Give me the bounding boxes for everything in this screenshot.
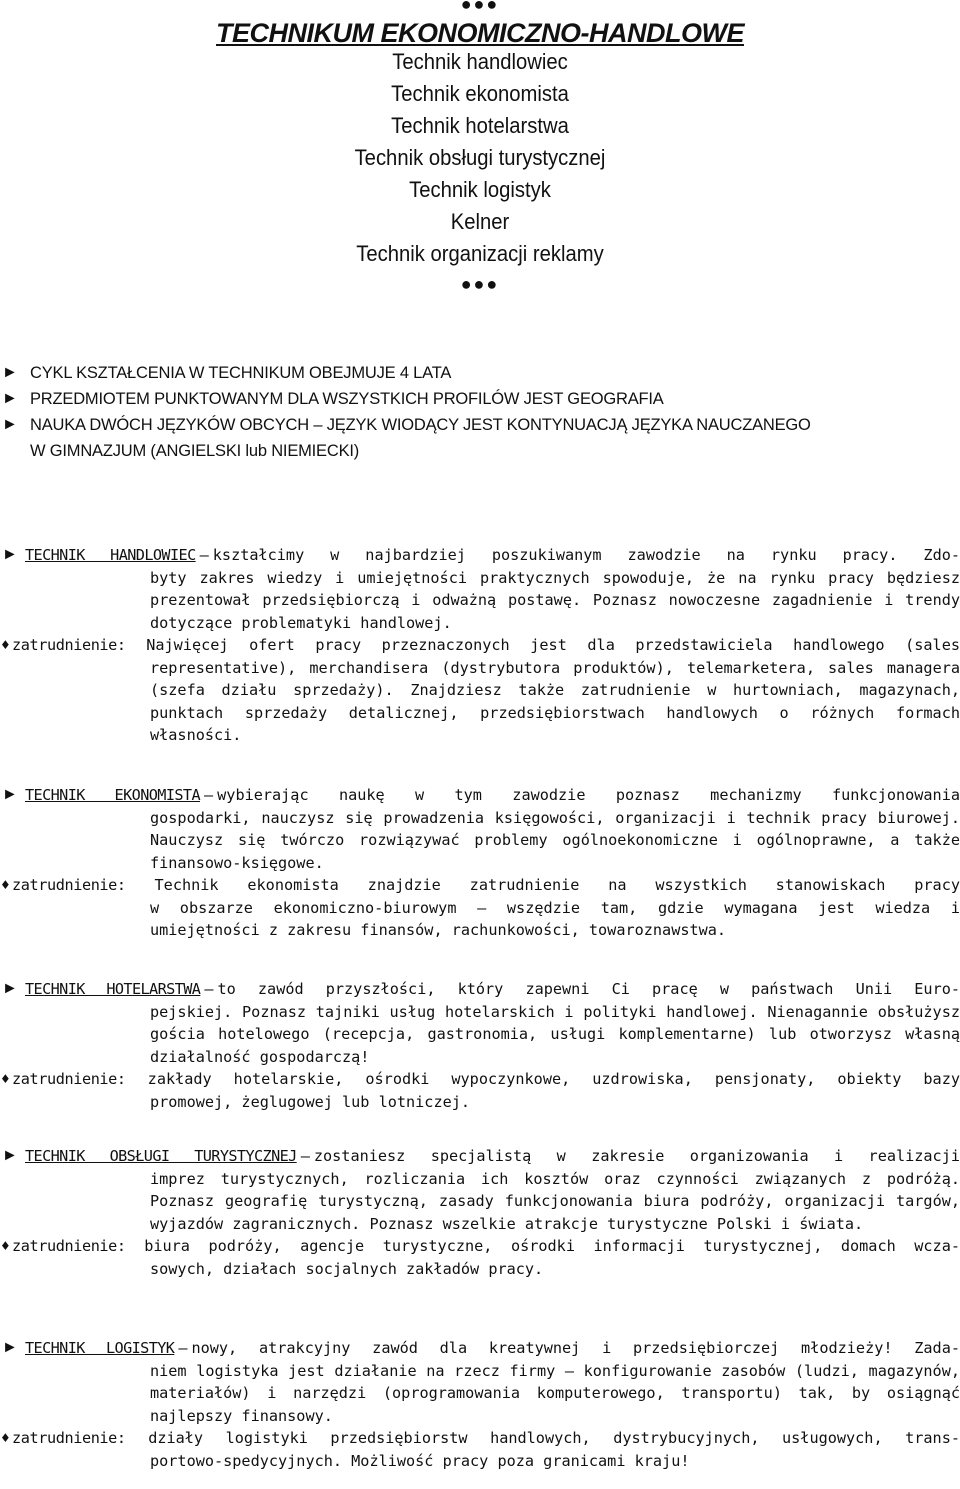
arrow-icon: ► [2,786,18,803]
employment-label: zatrudnienie: [12,1429,126,1447]
section-body: pejskiej. Poznasz tajniki usług hotelarskich i polityki handlowej. Nienagannie obsłużysz gościa hotelowego (recepcja, gastronomia, usługi komplementarne) lub otworzysz własną działalność gospodarczą! [150,1002,960,1066]
section-technik-logistyk [0,1337,960,1472]
section-technik-obslugi-turystycznej [0,1145,960,1280]
employment-first-line: Najwięcej ofert pracy przeznaczonych jest dla przedstawiciela handlowego (sales [146,636,960,654]
employment-label: zatrudnienie: [12,636,126,654]
section-intro-line: to zawód przyszłości, który zapewni Ci pracę w państwach Unii Euro- [217,980,960,998]
dash: – [300,1147,310,1165]
section-lead [0,544,960,567]
section-body: byty zakres wiedzy i umiejętności praktycznych spowoduje, że na rynku pracy będziesz prezentował przedsiębiorczą i odważną postawę. Poznasz nowoczesne zagadnienie i trendy dotyczące problematyki handlowej. [150,568,960,632]
intro-item [0,386,940,412]
profession-item: Technik logistyk [409,177,551,202]
dash: – [178,1339,188,1357]
decorative-dots-top: ●●● [460,0,500,14]
employment [0,1235,960,1280]
profession-item: Technik organizacji reklamy [356,241,604,266]
employment [0,634,960,747]
section-lead [0,1145,960,1168]
section-heading: TECHNIK LOGISTYK [25,1339,175,1357]
profession-item: Technik handlowiec [392,49,568,74]
arrow-icon: ► [2,1147,18,1164]
section-body: niem logistyka jest działanie na rzecz firmy – konfigurowanie zasobów (ludzi, magazynów, materiałów) i narzędzi (oprogramowania komputerowego, transportu) tak, by osiągnąć najlepszy finansowy. [150,1361,960,1425]
profession-item: Kelner [450,209,510,234]
section-lead [0,1337,960,1360]
section-intro-line: zostaniesz specjalistą w zakresie organizowania i realizacji [313,1147,960,1165]
intro-text: CYKL KSZTAŁCENIA W TECHNIKUM OBEJMUJE 4 LATA [30,364,452,382]
school-title: TECHNIKUM EKONOMICZNO-HANDLOWE [216,18,744,48]
employment [0,874,960,942]
intro-item [0,412,940,438]
employment-label: zatrudnienie: [12,876,126,894]
diamond-icon: ♦ [0,1239,11,1253]
section-heading: TECHNIK HANDLOWIEC [25,546,196,564]
dash: – [204,980,214,998]
section-lead [0,978,960,1001]
section-heading: TECHNIK EKONOMISTA [25,786,200,804]
intro-text: PRZEDMIOTEM PUNKTOWANYM DLA WSZYSTKICH PROFILÓW JEST GEOGRAFIA [30,390,664,408]
diamond-icon: ♦ [0,1431,11,1445]
employment-text: sowych, działach socjalnych zakładów pracy. [150,1259,544,1278]
employment-text: promowej, żeglugowej lub lotniczej. [150,1092,471,1111]
employment-first-line: Technik ekonomista znajdzie zatrudnienie na wszystkich stanowiskach pracy [154,876,960,894]
section-body: imprez turystycznych, rozliczania ich kosztów oraz czynności związanych z podróżą. Poznasz geografię turystyczną, zasady funkcjonowania biura podróży, organizacji targów, wyjazdów zagranicznych. Poznasz wszelkie atrakcje turystyczne Polski i świata. [150,1169,960,1233]
section-intro-line: nowy, atrakcyjny zawód dla kreatywnej i przedsiębiorczej młodzieży! Zada- [191,1339,960,1357]
diamond-icon: ♦ [0,638,11,652]
section-technik-ekonomista [0,784,960,942]
arrow-icon: ► [2,364,18,381]
intro-text: NAUKA DWÓCH JĘZYKÓW OBCYCH – JĘZYK WIODĄCY JEST KONTYNUACJĄ JĘZYKA NAUCZANEGO [30,416,811,434]
diamond-icon: ♦ [0,1072,11,1086]
employment-first-line: zakłady hotelarskie, ośrodki wypoczynkowe, uzdrowiska, pensjonaty, obiekty bazy [147,1070,960,1088]
employment-label: zatrudnienie: [12,1237,126,1255]
employment [0,1068,960,1113]
employment [0,1427,960,1472]
arrow-icon: ► [2,980,18,997]
section-technik-hotelarstwa [0,978,960,1113]
employment-text: portowo-spedycyjnych. Możliwość pracy poza granicami kraju! [150,1451,690,1470]
arrow-icon: ► [2,390,18,407]
diamond-icon: ♦ [0,878,11,892]
arrow-icon: ► [2,1339,18,1356]
employment-first-line: działy logistyki przedsiębiorstw handlowych, dystrybucyjnych, usługowych, trans- [148,1429,960,1447]
arrow-icon: ► [2,416,18,433]
section-heading: TECHNIK OBSŁUGI TURYSTYCZNEJ [25,1147,297,1165]
section-heading: TECHNIK HOTELARSTWA [25,980,201,998]
section-technik-handlowiec [0,544,960,747]
profession-item: Technik ekonomista [391,81,569,106]
arrow-icon: ► [2,546,18,563]
employment-first-line: biura podróży, agencje turystyczne, ośrodki informacji turystycznej, domach wcza- [144,1237,960,1255]
section-intro-line: wybierając naukę w tym zawodzie poznasz mechanizmy funkcjonowania [217,786,960,804]
profession-item: Technik hotelarstwa [391,113,569,138]
employment-text: w obszarze ekonomiczno-biurowym – wszędzie tam, gdzie wymagana jest wiedza i umiejętności z zakresu finansów, rachunkowości, towaroznawstwa. [150,898,960,939]
intro-item [0,360,940,386]
intro-continuation: W GIMNAZJUM (ANGIELSKI lub NIEMIECKI) [30,442,360,460]
section-lead [0,784,960,807]
employment-label: zatrudnienie: [12,1070,126,1088]
employment-text: representative), merchandisera (dystrybutora produktów), telemarketera, sales managera (szefa działu sprzedaży). Znajdziesz także zatrudnienie w hurtowniach, magazynach, punktach sprzedaży detalicznej, przedsiębiorstwach handlowych o różnych formach własności. [150,658,960,744]
dash: – [204,786,214,804]
section-intro-line: kształcimy w najbardziej poszukiwanym zawodzie na rynku pracy. Zdo- [212,546,960,564]
profession-list [0,46,960,270]
decorative-dots-bottom: ●●● [460,274,500,294]
section-body: gospodarki, nauczysz się prowadzenia księgowości, organizacji i technik pracy biurowej. Nauczysz się twórczo rozwiązywać problemy ogólnoekonomiczne i ogólnoprawne, a także finansowo-księgowe. [150,808,960,872]
intro-bullets [0,360,940,464]
profession-item: Technik obsługi turystycznej [354,145,606,170]
dash: – [199,546,209,564]
